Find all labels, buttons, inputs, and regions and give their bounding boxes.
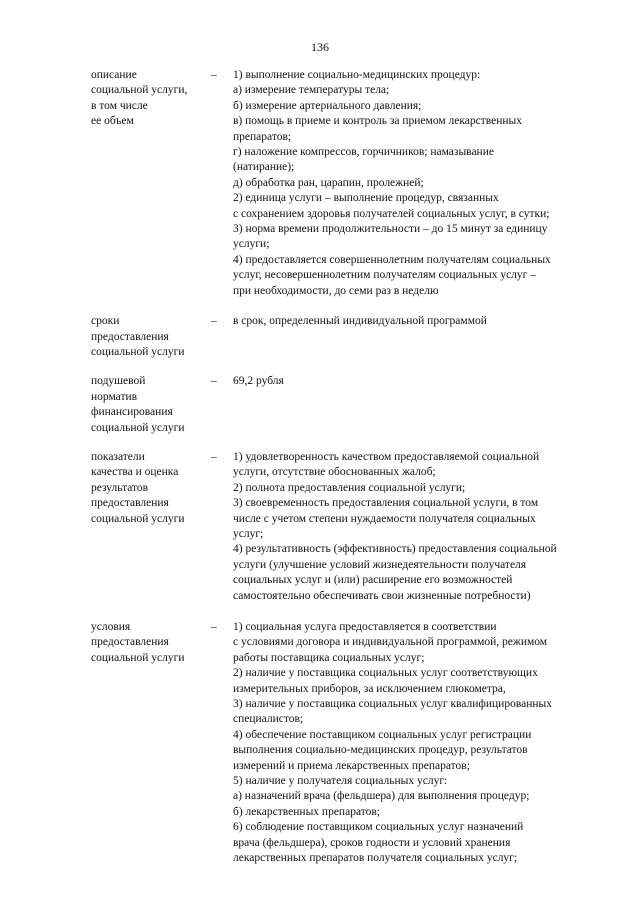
row-dash: – xyxy=(211,375,217,388)
row-label-quality: показатели качества и оценка результатов предоставления социальной услуги xyxy=(91,450,185,525)
row-label-conditions: условия предоставления социальной услуги xyxy=(91,621,185,664)
text-line: измерительных приборов, за исключением глюкометра, xyxy=(233,682,506,695)
text-line: в) помощь в приеме и контроль за приемом лекарственных xyxy=(233,115,522,128)
row-label-terms: сроки предоставления социальной услуги xyxy=(91,315,185,358)
text-line: услуги (улучшение условий жизнедеятельности получателя xyxy=(233,558,527,571)
row-service-conditions xyxy=(91,620,591,867)
service-description-table xyxy=(91,68,591,867)
text-line: (натирание); xyxy=(233,161,295,174)
text-line: 3) норма времени продолжительности – до 15 минут за единицу xyxy=(233,223,548,236)
text-line: услуг; xyxy=(233,527,264,540)
text-line: врача (фельдшера), сроков годности и условий хранения xyxy=(233,836,511,849)
row-financing-norm xyxy=(91,374,591,436)
text-line: б) лекарственных препаратов; xyxy=(233,805,380,818)
row-value-financing xyxy=(233,374,591,389)
row-value-description xyxy=(233,68,591,299)
text-line: услуги, отсутствие обоснованных жалоб; xyxy=(233,466,436,479)
text-line: а) назначений врача (фельдшера) для выполнения процедур; xyxy=(233,790,530,803)
text-line: 2) единица услуги – выполнение процедур, связанных xyxy=(233,192,499,205)
text-line: самостоятельно обеспечивать свои жизненные потребности) xyxy=(233,589,531,602)
text-line: 2) наличие у поставщика социальных услуг соответствующих xyxy=(233,667,538,680)
text-line: 6) соблюдение поставщиком социальных услуг назначений xyxy=(233,821,524,834)
text-line: работы поставщика социальных услуг; xyxy=(233,651,425,664)
row-dash: – xyxy=(211,450,217,463)
text-line: 1) выполнение социально-медицинских процедур: xyxy=(233,69,481,81)
text-line: 4) предоставляется совершеннолетним получателям социальных xyxy=(233,253,551,266)
text-line: с условиями договора и индивидуальной программой, режимом xyxy=(233,636,548,649)
row-value-conditions xyxy=(233,620,591,867)
row-label-description: описание социальной услуги, в том числе ее объем xyxy=(91,69,188,128)
row-quality-indicators xyxy=(91,450,591,604)
row-dash: – xyxy=(211,69,217,81)
text-line: выполнения социально-медицинских процедур, результатов xyxy=(233,744,528,757)
text-line: а) измерение температуры тела; xyxy=(233,84,390,97)
row-dash: – xyxy=(211,621,217,633)
text-line: лекарственных препаратов получателя социальных услуг; xyxy=(233,852,518,865)
row-value-terms xyxy=(233,314,591,329)
row-service-description xyxy=(91,68,591,299)
text-line: 1) социальная услуга предоставляется в соответствии xyxy=(233,621,497,633)
text-line: д) обработка ран, царапин, пролежней; xyxy=(233,176,424,189)
text-line: измерений и приема лекарственных препаратов; xyxy=(233,759,470,772)
row-service-terms xyxy=(91,314,591,360)
row-label-financing: подушевой норматив финансирования социальной услуги xyxy=(91,375,185,434)
text-line: услуг, несовершеннолетним получателям социальных услуг – xyxy=(233,269,537,282)
text-line: с сохранением здоровья получателей социальных услуг, в сутки; xyxy=(233,207,550,220)
text-line: препаратов; xyxy=(233,130,292,143)
text-line: г) наложение компрессов, горчичников; намазывание xyxy=(233,146,494,159)
text-line: числе с учетом степени нуждаемости получателя социальных xyxy=(233,512,536,525)
text-line: специалистов; xyxy=(233,713,304,726)
text-line: 4) результативность (эффективность) предоставления социальной xyxy=(233,543,557,556)
text-line: при необходимости, до семи раз в неделю xyxy=(233,284,439,297)
row-value-quality xyxy=(233,450,591,604)
text-line: 3) своевременность предоставления социальной услуги, в том xyxy=(233,497,539,510)
text-line: в срок, определенный индивидуальной программой xyxy=(233,315,487,328)
text-line: 3) наличие у поставщика социальных услуг квалифицированных xyxy=(233,698,552,711)
text-line: 5) наличие у получателя социальных услуг: xyxy=(233,775,448,788)
text-line: социальных услуг и (или) расширение его возможностей xyxy=(233,574,513,587)
text-line: услуги; xyxy=(233,238,270,251)
text-line: 69,2 рубля xyxy=(233,375,284,388)
page-number: 136 xyxy=(311,40,329,54)
text-line: 4) обеспечение поставщиком социальных услуг регистрации xyxy=(233,728,532,741)
text-line: б) измерение артериального давления; xyxy=(233,99,422,112)
text-line: 1) удовлетворенность качеством предоставляемой социальной xyxy=(233,450,540,463)
text-line: 2) полнота предоставления социальной услуги; xyxy=(233,481,466,494)
row-dash: – xyxy=(211,315,217,328)
